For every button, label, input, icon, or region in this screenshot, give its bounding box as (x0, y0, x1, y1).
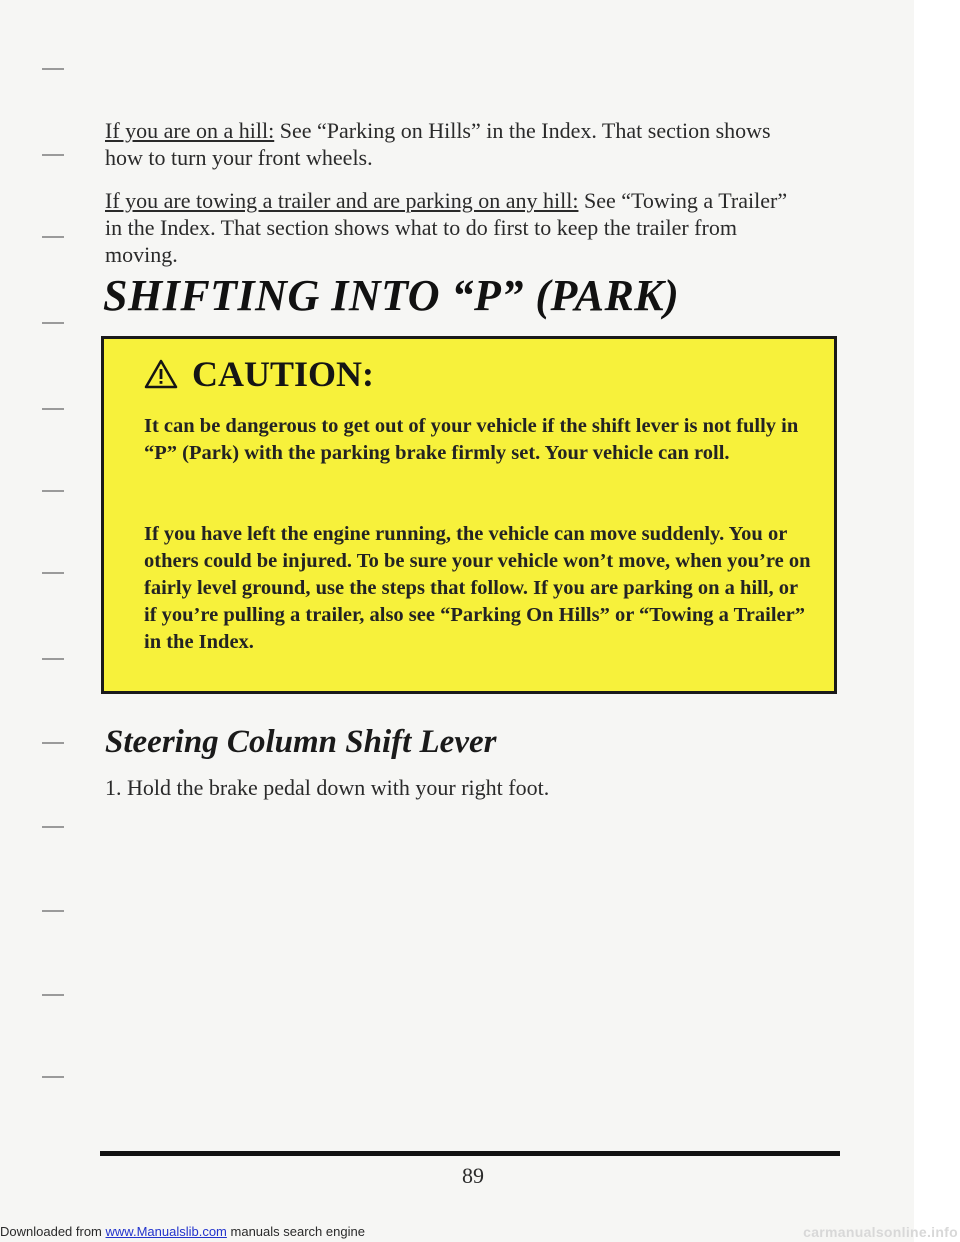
margin-tick (42, 408, 64, 410)
step-item: 1. Hold the brake pedal down with your right foot. (105, 775, 550, 800)
caution-box (101, 336, 837, 694)
margin-tick (42, 994, 64, 996)
margin-tick (42, 1076, 64, 1078)
paragraph-towing (105, 187, 805, 268)
margin-tick (42, 658, 64, 660)
bottom-rule (100, 1151, 840, 1156)
section-heading: SHIFTING INTO “P” (PARK) (103, 271, 680, 320)
footer-suffix: manuals search engine (230, 1224, 365, 1239)
page-right-margin (914, 0, 960, 1242)
paragraph-body: See “Parking on Hills” in the Index. That section shows how to turn your front wheels. (105, 118, 771, 170)
paragraph-lead: If you are towing a trailer and are parking on any hill: (105, 188, 579, 213)
margin-tick (42, 572, 64, 574)
margin-tick (42, 154, 64, 156)
caution-paragraph: If you have left the engine running, the vehicle can move suddenly. You or others could be injured. To be sure your vehicle won’t move, when you’re on fairly level ground, use the steps that follow. If you are parking on a hill, or if you’re pulling a trailer, also see “Parking On Hills” or “Towing a Trailer” in the Index. (144, 523, 811, 653)
footer-link[interactable]: www.Manualslib.com (105, 1224, 227, 1239)
warning-triangle-icon (144, 359, 178, 389)
margin-tick (42, 490, 64, 492)
download-footer (0, 1224, 365, 1239)
margin-tick (42, 826, 64, 828)
caution-title: CAUTION: (192, 354, 375, 394)
margin-tick (42, 910, 64, 912)
margin-tick (42, 322, 64, 324)
watermark: carmanualsonline.info (803, 1224, 958, 1240)
subsection-heading: Steering Column Shift Lever (105, 724, 497, 760)
footer-prefix: Downloaded from (0, 1224, 102, 1239)
paragraph-body: See “Towing a Trailer” in the Index. That section shows what to do first to keep the trailer from moving. (105, 188, 788, 267)
paragraph-lead: If you are on a hill: (105, 118, 275, 143)
margin-tick (42, 68, 64, 70)
page-number: 89 (462, 1163, 484, 1188)
margin-tick (42, 236, 64, 238)
caution-title-row (144, 353, 374, 395)
margin-tick (42, 742, 64, 744)
paragraph-hill (105, 117, 805, 171)
caution-paragraph: It can be dangerous to get out of your vehicle if the shift lever is not fully in “P” (Park) with the parking brake firmly set. Your vehicle can roll. (144, 415, 799, 464)
